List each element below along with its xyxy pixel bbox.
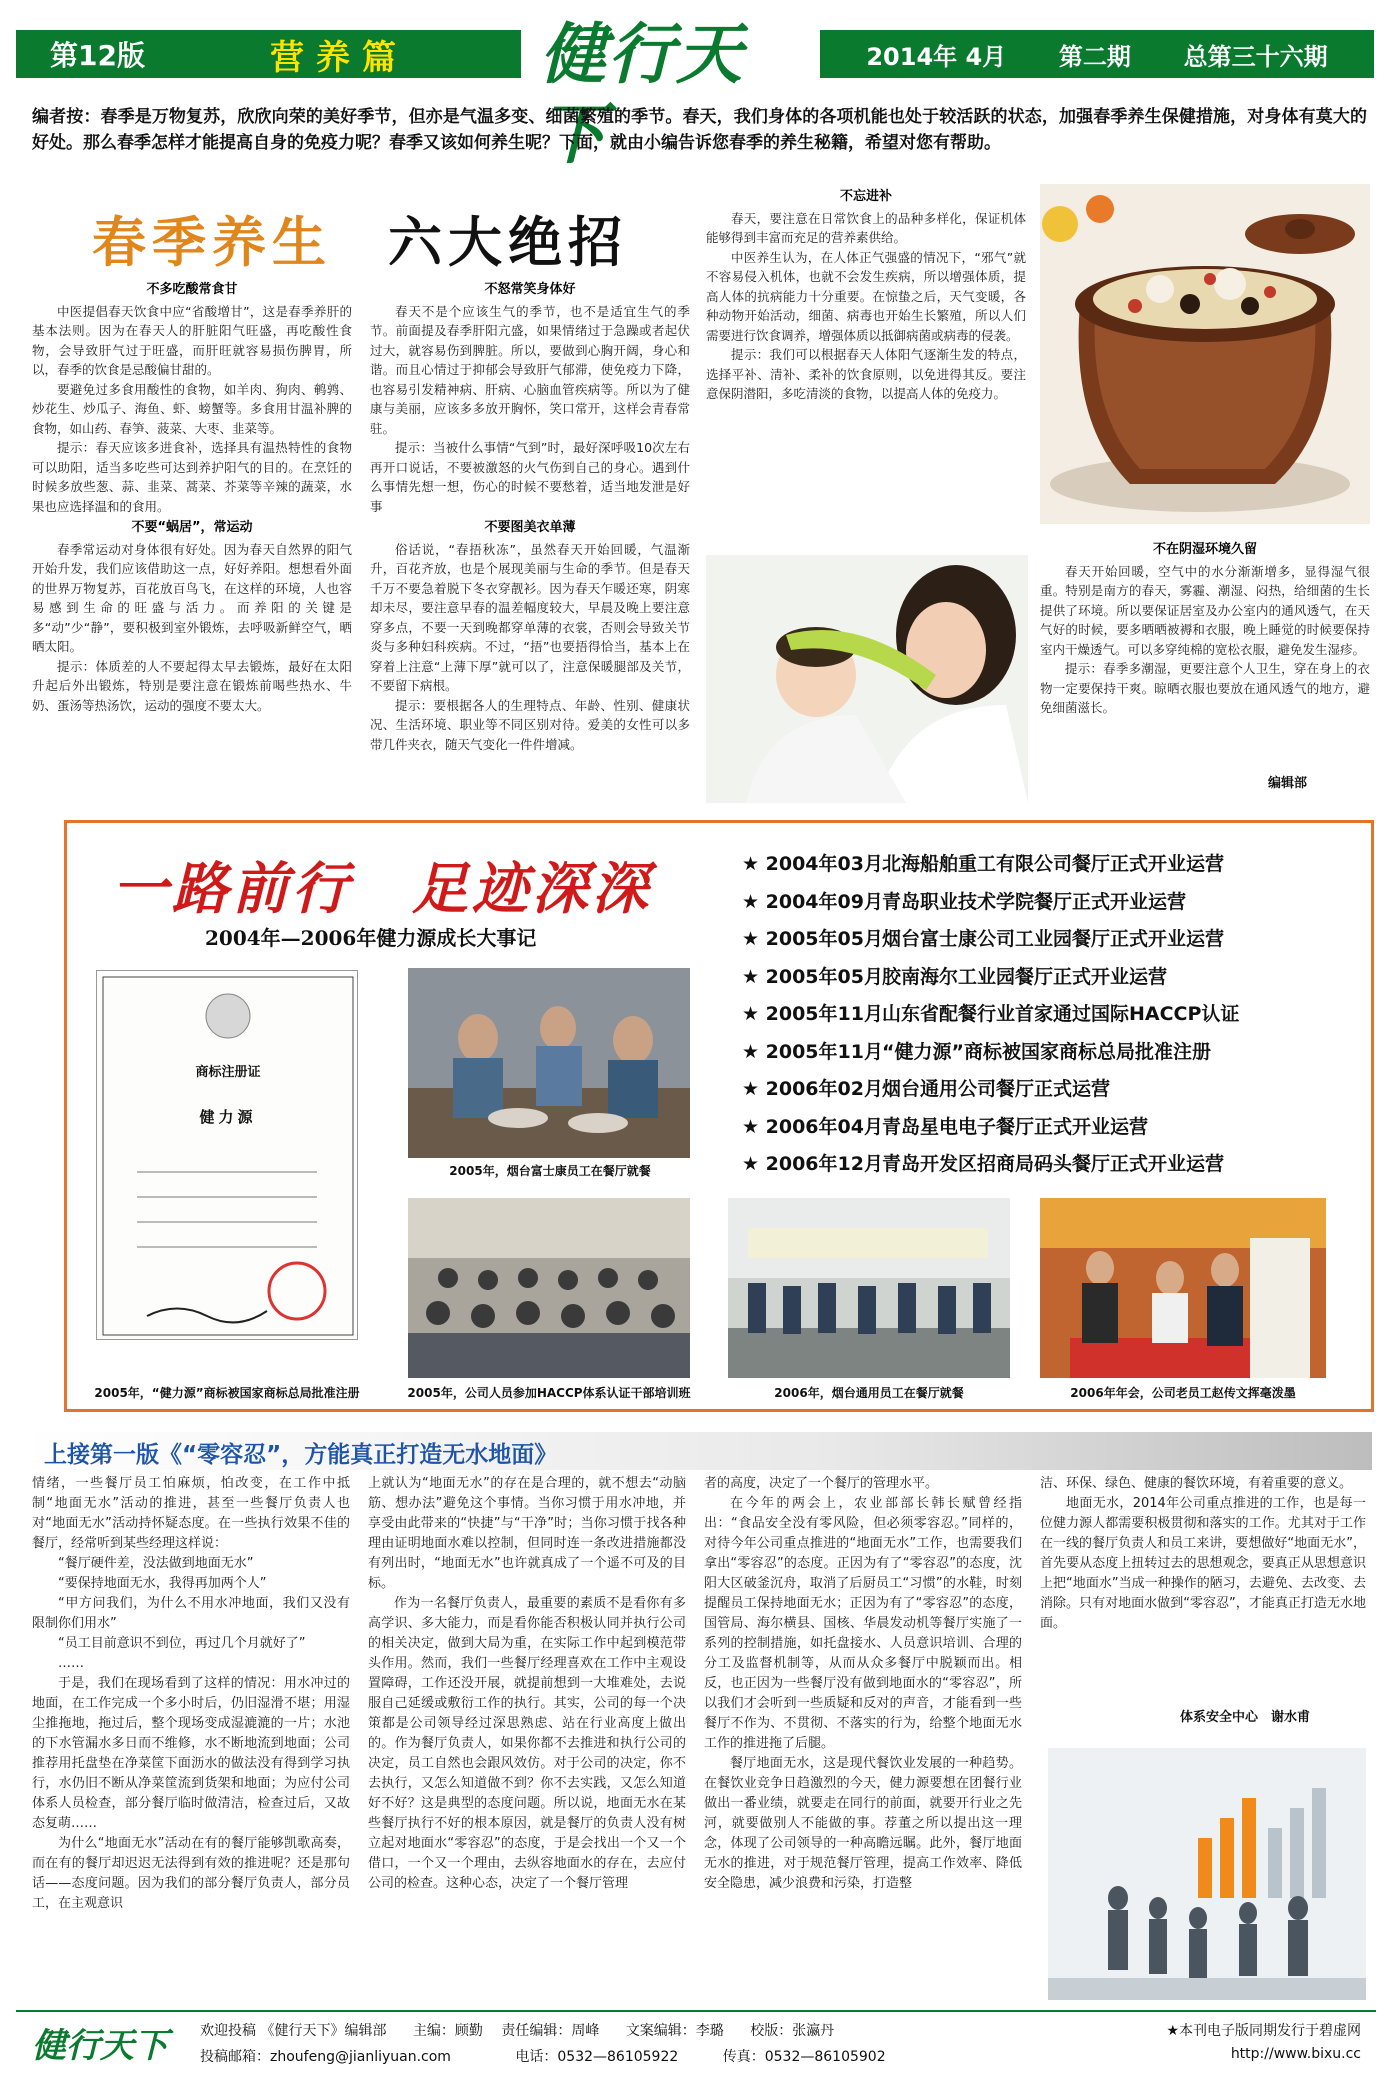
quote: “员工目前意识不到位，再过几个月就好了” xyxy=(58,1636,306,1651)
haccp-training-photo xyxy=(408,1198,690,1378)
paragraph: 春天不是个应该生气的季节，也不是适宜生气的季节。前面提及春季肝阳亢盛，如果情绪过于急躁或者起伏过大，就容易伤到脾脏。所以，要做到心胸开阔，身心和谐。而且心情过于抑郁会导致肝气郁滞，使免疫力下降，也容易引发精神病、肝病、心脑血管疾病等。所以为了健康与美丽，应该多多放开胸怀，笑口常开，这样会青春常驻。 xyxy=(370,303,690,436)
proofreader: 校版：张瀛丹 xyxy=(750,2023,835,2039)
fax: 传真：0532—86105902 xyxy=(722,2049,886,2065)
paragraph: 作为一名餐厅负责人，最重要的素质不是看你有多高学识、多大能力，而是看你能否积极认同并执行公司的相关决定，做到大局为重，在实际工作中起到模范带头作用。然而，我们一些餐厅经理喜欢在工作中主观设置障碍，工作还没开展，就提前想到一大堆难处，去说服自己延缓或敷衍工作的执行。其实，公司的每一个决策都是公司领导经过深思熟虑、站在行业高度上做出的。作为餐厅负责人，如果你都不去推进和执行公司的决定，员工自然也会跟风效仿。对于公司的决定，你不去执行，又怎么知道做不到？你不去实践，又怎么知道好不好？这是典型的态度问题。所以说，地面无水在某些餐厅执行不好的根本原因，就是餐厅的负责人没有树立起对地面水“零容忍”的态度，于是会找出一个又一个借口，一个又一个理由，去纵容地面水的存在，去应付公司的检查。这种心态，决定了一个餐厅管理 xyxy=(368,1596,686,1891)
milestone-item: ★ 2005年11月 山东省配餐行业首家通过国际HACCP认证 xyxy=(742,1003,1240,1025)
photo-caption: 2006年年会，公司老员工赵传文挥毫泼墨 xyxy=(1070,1386,1296,1400)
responsible-editor: 责任编辑：周峰 xyxy=(501,2023,600,2039)
phone: 电话：0532—86105922 xyxy=(515,2049,679,2065)
general-dining-photo xyxy=(728,1198,1010,1378)
article-column-2 xyxy=(368,1474,686,2004)
section-heading: 不要图美衣单薄 xyxy=(484,520,576,535)
business-growth-graphic xyxy=(1048,1748,1366,2000)
dining-scene xyxy=(408,968,690,1158)
photo-caption: 2005年，公司人员参加HACCP体系认证干部培训班 xyxy=(407,1386,691,1400)
paragraph: 提示：要根据各人的生理特点、年龄、性别、健康状况、生活环境、职业等不同区别对待。爱美的女性可以多带几件夹衣，随天气变化一件件增减。 xyxy=(370,697,690,752)
masthead-logo: 健行天下 xyxy=(540,15,744,173)
chief-editor: 主编：顾勤 xyxy=(412,2023,483,2039)
paragraph: 春季常运动对身体很有好处。因为春天自然界的阳气开始升发，我们应该借助这一点，好好养阳。想想看外面的世界万物复苏，百花放百鸟飞，在这样的环境，人也容易感到生命的旺盛与活力。而养阳的关键是多“动”少“静”，要积极到室外锻炼，去呼吸新鲜空气，晒晒太阳。 xyxy=(32,541,352,654)
paragraph: 中医养生认为，在人体正气强盛的情况下，“邪气”就不容易侵入机体，也就不会发生疾病，所以增强体质，提高人体的抗病能力十分重要。在惊蛰之后，天气变暖，各种动物开始活动，细菌、病毒也开始生长繁殖，所以人们需要进行饮食调养，增强体质以抵御病菌或病毒的侵袭。 xyxy=(706,249,1026,343)
paragraph: 地面无水，2014年公司重点推进的工作，也是每一位健力源人都需要积极贯彻和落实的工作。尤其对于工作在一线的餐厅负责人和员工来讲，要想做好“地面无水”，首先要从态度上扭转过去的思想观念，要真正从思想意识上把“地面水”当成一种操作的陋习，去避免、去改变、去消除。只有对地面水做到“零容忍”，才能真正打造无水地面。 xyxy=(1040,1496,1366,1631)
milestone-item: ★ 2006年12月 青岛开发区招商局码头餐厅正式开业运营 xyxy=(742,1153,1225,1175)
spring-column-2 xyxy=(370,278,690,798)
family-illustration xyxy=(706,555,1028,803)
article-title-part-1: 春季养生 xyxy=(92,210,332,274)
footer-online-note: ★本刊电子版同期发行于碧虚网 xyxy=(1166,2023,1361,2039)
spring-signature: 编辑部 xyxy=(1268,776,1308,791)
milestones-subtitle: 2004年—2006年健力源成长大事记 xyxy=(205,926,537,950)
paragraph: 者的高度，决定了一个餐厅的管理水平。 xyxy=(704,1476,939,1491)
milestone-item: ★ 2005年05月 烟台富士康公司工业园餐厅正式开业运营 xyxy=(742,928,1225,950)
footer-divider xyxy=(16,2010,1376,2012)
milestone-item: ★ 2004年09月 青岛职业技术学院餐厅正式开业运营 xyxy=(742,890,1187,913)
paragraph: 在今年的两会上，农业部部长韩长赋曾经指出：“食品安全没有零风险，但必须零容忍。”同样的，对待今年公司重点推进的“地面无水”工作，也需要我们拿出“零容忍”的态度。正因为有了“零容忍”的态度，沈阳大区破釜沉舟，取消了后厨员工“习惯”的水鞋，时刻提醒员工保持地面无水；正因为有了“零容忍”的态度，国管局、海尔横县、国核、华晨发动机等餐厅实施了一系列的控制措施，如托盘接水、人员意识培训、合理的分工及监督机制等，从而从众多餐厅中脱颖而出。相反，也正因为一些餐厅没有做到地面水的“零容忍”，所以我们才会听到一些质疑和反对的声音，才能看到一些餐厅不作为、不贯彻、不落实的行为，给整个地面无水工作的推进拖了后腿。 xyxy=(704,1496,1022,1751)
edition-label: 第12版 xyxy=(50,39,145,72)
photo-caption: 2005年，“健力源”商标被国家商标总局批准注册 xyxy=(94,1386,360,1400)
mother-child-photo xyxy=(706,555,1028,803)
classroom-scene xyxy=(408,1198,690,1378)
paragraph: 上就认为“地面无水”的存在是合理的，就不想去“动脑筋、想办法”避免这个事情。当你习惯于用水冲地，并享受由此带来的“快捷”与“干净”时；当你习惯于找各种理由证明地面水难以控制，但同时连一条改进措施都没有列出时，“地面无水”也许就真成了一个遥不可及的目标。 xyxy=(368,1476,686,1591)
total-issue-number: 总第三十六期 xyxy=(1183,42,1328,71)
milestone-list xyxy=(742,846,1362,1184)
paragraph: 为什么“地面无水”活动在有的餐厅能够凯歌高奏，而在有的餐厅却迟迟无法得到有效的推进呢？还是那句话——态度问题。因为我们的部分餐厅负责人，部分员工，在主观意识 xyxy=(32,1836,350,1911)
article-column-1 xyxy=(32,1474,350,2004)
quote: “甲方问我们，为什么不用水冲地面，我们又没有限制你们用水” xyxy=(32,1596,350,1631)
submission-email[interactable]: 投稿邮箱：zhoufeng@jianliyuan.com xyxy=(200,2049,451,2065)
milestones-title: 一路前行 足迹深深 xyxy=(112,856,652,922)
paragraph: 提示：当被什么事情“气到”时，最好深呼吸10次左右再开口说话，不要被激怒的火气伤到自己的身心。遇到什么事情先想一想，伤心的时候不要愁着，适当地发泄是好事 xyxy=(370,440,690,514)
spring-column-3 xyxy=(706,185,1026,545)
photo-caption: 2005年，烟台富士康员工在餐厅就餐 xyxy=(449,1164,651,1178)
section-heading: 不要“蜗居”，常运动 xyxy=(131,520,253,535)
section-heading: 不多吃酸常食甘 xyxy=(146,282,238,297)
section-title: 营养篇 xyxy=(270,37,408,78)
submission-note: 欢迎投稿 《健行天下》编辑部 xyxy=(200,2023,387,2039)
section-heading: 不怒常笑身体好 xyxy=(484,282,576,297)
paragraph: 提示：春季多潮湿，更要注意个人卫生，穿在身上的衣物一定要保持干爽。晾晒衣服也要放在通风透气的地方，避免细菌滋长。 xyxy=(1040,661,1370,715)
photo-caption: 2006年，烟台通用员工在餐厅就餐 xyxy=(774,1386,964,1400)
copy-editor: 文案编辑：李璐 xyxy=(625,2023,724,2039)
issue-number: 第二期 xyxy=(1058,42,1131,71)
issue-date: 2014年 4月 xyxy=(866,42,1007,71)
foxconn-dining-photo xyxy=(408,968,690,1158)
milestone-item: ★ 2006年02月 烟台通用公司餐厅正式运营 xyxy=(742,1078,1111,1100)
header-left-bar xyxy=(16,30,521,78)
spring-column-4 xyxy=(1040,538,1370,788)
milestone-item: ★ 2005年05月 胶南海尔工业园餐厅正式开业运营 xyxy=(742,965,1168,988)
paragraph: 洁、环保、绿色、健康的餐饮环境，有着重要的意义。 xyxy=(1040,1476,1353,1491)
header-right-bar xyxy=(820,30,1374,78)
spring-column-1 xyxy=(32,278,352,798)
canteen-scene xyxy=(728,1198,1010,1378)
paragraph: 提示：春天应该多进食补，选择具有温热特性的食物可以助阳，适当多吃些可达到养护阳气的目的。在烹饪的时候多放些葱、蒜、韭菜、蒿菜、芥菜等辛辣的蔬菜，水果也应选择温和的食用。 xyxy=(32,440,352,514)
footer-line-1 xyxy=(200,2020,834,2040)
article-column-3 xyxy=(704,1474,1022,2004)
trademark-certificate xyxy=(96,970,358,1340)
annual-meeting-photo xyxy=(1040,1198,1326,1378)
paragraph: 中医提倡春天饮食中应“省酸增甘”，这是春季养肝的基本法则。因为在春天人的肝脏阳气旺盛，再吃酸性食物，会导致肝气过于旺盛，而肝旺就容易损伤脾胃，所以，春季的饮食是忌酸偏甘甜的。 xyxy=(32,303,352,377)
paragraph: 春天，要注意在日常饮食上的品种多样化，保证机体能够得到丰富而充足的营养素供给。 xyxy=(706,210,1026,245)
soup-pot-photo xyxy=(1040,184,1370,524)
article-column-4 xyxy=(1040,1474,1366,1714)
article-title-part-2: 六大绝招 xyxy=(388,210,628,274)
milestone-item: ★ 2006年04月 青岛星电电子餐厅正式开业运营 xyxy=(742,1115,1149,1138)
certificate-illustration xyxy=(97,971,358,1340)
footer-line-2 xyxy=(200,2046,886,2066)
paragraph: 提示：体质差的人不要起得太早去锻炼，最好在太阳升起后外出锻炼，特别是要注意在锻炼前喝些热水、牛奶、蛋汤等热汤饮，运动的强度不要太大。 xyxy=(32,658,352,713)
ellipsis: …… xyxy=(58,1656,84,1671)
footer-website-link[interactable]: http://www.bixu.cc xyxy=(1230,2046,1361,2062)
article-title: 上接第一版《“零容忍”，方能真正打造无水地面》 xyxy=(44,1442,558,1468)
certificate-brand: 健力源 xyxy=(199,1108,257,1126)
paragraph: 餐厅地面无水，这是现代餐饮业发展的一种趋势。在餐饮业竞争日趋激烈的今天，健力源要想在团餐行业做出一番业绩，就要走在同行的前面，就要开行业之先河，就要做别人不能做的事。荐董之所以提出这一理念，体现了公司领导的一种高瞻远瞩。此外，餐厅地面无水的推进，对于规范餐厅管理，提高工作效率、降低安全隐患，减少浪费和污染，打造整 xyxy=(704,1756,1022,1891)
editor-note: 编者按：春季是万物复苏，欣欣向荣的美好季节，但亦是气温多变、细菌繁殖的季节。春天，我们身体的各项机能也处于较活跃的状态，加强春季养生保健措施，对身体有莫大的好处。那么春季怎样才能提高自身的免疫力呢？春季又该如何养生呢？下面，就由小编告诉您春季的养生秘籍，希望对您有帮助。 xyxy=(32,107,1367,153)
growth-illustration xyxy=(1048,1748,1366,2000)
soup-pot-illustration xyxy=(1040,184,1370,524)
milestone-item: ★ 2005年11月 “健力源”商标被国家商标总局批准注册 xyxy=(742,1040,1211,1063)
paragraph: 于是，我们在现场看到了这样的情况：用水冲过的地面，在工作完成一个多小时后，仍旧湿滑不堪；用湿尘推拖地，拖过后，整个现场变成湿漉漉的一片；水池的下水管漏水多日而不维修，水不断地流到地面；公司推荐用托盘垫在净菜筐下面沥水的做法没有得到学习执行，水仍旧不断从净菜筐流到货架和地面；为应付公司体系人员检查，部分餐厅临时做清洁，检查过后，又故态复萌…… xyxy=(32,1676,350,1831)
milestone-item: ★ 2004年03月 北海船舶重工有限公司餐厅正式开业运营 xyxy=(742,853,1225,875)
calligraphy-scene xyxy=(1040,1198,1326,1378)
paragraph: 情绪，一些餐厅员工怕麻烦，怕改变，在工作中抵制“地面无水”活动的推进，甚至一些餐厅负责人也对“地面无水”活动持怀疑态度。在一些执行效果不佳的餐厅，经常听到某些经理这样说： xyxy=(32,1476,350,1551)
section-heading: 不在阴湿环境久留 xyxy=(1152,542,1257,557)
paragraph: 俗话说，“春捂秋冻”，虽然春天开始回暖，气温渐升，百花齐放，也是个展现美丽与生命的季节。但是春天千万不要急着脱下冬衣穿靓衫。因为春天乍暖还寒，阴寒却未尽，要注意早春的温差幅度较大，早晨及晚上要注意穿多点，不要一天到晚都穿单薄的衣裳，否则会导致关节炎与多种妇科疾病。不过，“捂”也要捂得恰当，基本上在穿着上注意“上薄下厚”就可以了，注意保暖腿部及关节，不要留下病根。 xyxy=(370,541,690,693)
paragraph: 要避免过多食用酸性的食物，如羊肉、狗肉、鹌鹑、炒花生、炒瓜子、海鱼、虾、螃蟹等。多食用甘温补脾的食物，如山药、春笋、菠菜、大枣、韭菜等。 xyxy=(32,381,352,436)
paragraph: 春天开始回暖，空气中的水分渐渐增多，显得湿气很重。特别是南方的春天，雾霾、潮湿、闷热，给细菌的生长提供了环境。所以要保证居室及办公室内的通风透气，在天气好的时候，要多晒晒被褥和衣服，晚上睡觉的时候要保持室内干燥透气。可以多穿纯棉的宽松衣服，避免发生湿疹。 xyxy=(1040,563,1370,657)
section-heading: 不忘进补 xyxy=(839,189,892,204)
quote: “要保持地面无水，我得再加两个人” xyxy=(58,1576,267,1591)
footer-logo: 健行天下 xyxy=(32,2026,168,2066)
paragraph: 提示：我们可以根据春天人体阳气逐渐生发的特点，选择平补、清补、柔补的饮食原则，以免进得其反。要注意保阴潜阳，多吃清淡的食物，以提高人体的免疫力。 xyxy=(706,347,1026,401)
certificate-heading: 商标注册证 xyxy=(195,1065,261,1080)
article-signature: 体系安全中心 谢水甫 xyxy=(1180,1710,1311,1725)
quote: “餐厅硬件差，没法做到地面无水” xyxy=(58,1556,254,1571)
